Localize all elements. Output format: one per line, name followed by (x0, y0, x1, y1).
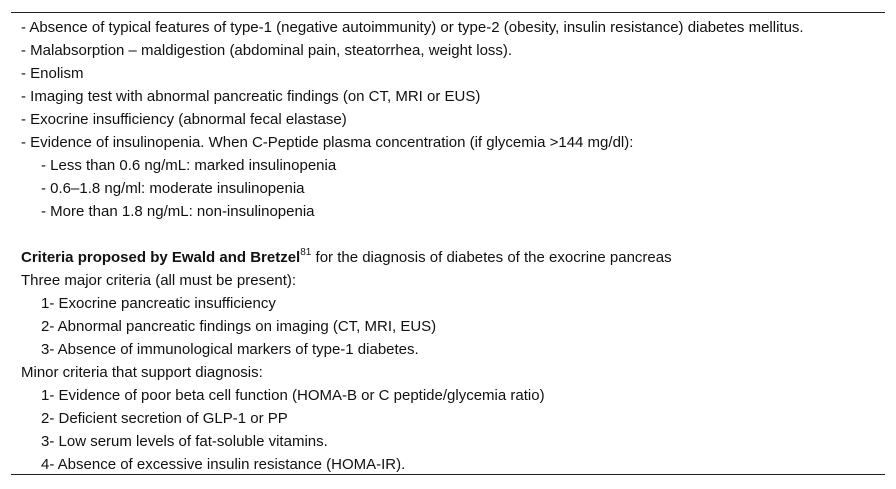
minor-criterion-4: 4- Absence of excessive insulin resistance (HOMA-IR). (41, 456, 406, 473)
criteria-table (11, 12, 885, 475)
criterion-exocrine-insufficiency: - Exocrine insufficiency (abnormal fecal elastase) (21, 111, 347, 128)
spacer (21, 223, 879, 246)
ewald-heading (21, 246, 879, 269)
ewald-heading-rest: for the diagnosis of diabetes of the exocrine pancreas (311, 249, 672, 266)
criterion-malabsorption: - Malabsorption – maldigestion (abdominal pain, steatorrhea, weight loss). (21, 42, 513, 59)
major-criterion-2: 2- Abnormal pancreatic findings on imaging (CT, MRI, EUS) (41, 318, 437, 335)
minor-criteria-intro: Minor criteria that support diagnosis: (21, 364, 263, 381)
insulinopenia-level-marked: - Less than 0.6 ng/mL: marked insulinopenia (41, 157, 337, 174)
criterion-insulinopenia: - Evidence of insulinopenia. When C-Peptide plasma concentration (if glycemia >144 mg/dl): (21, 134, 634, 151)
major-criterion-1: 1- Exocrine pancreatic insufficiency (41, 295, 276, 312)
major-criteria-intro: Three major criteria (all must be present): (21, 272, 297, 289)
criterion-imaging: - Imaging test with abnormal pancreatic findings (on CT, MRI or EUS) (21, 88, 481, 105)
criterion-atypical-features: - Absence of typical features of type-1 (negative autoimmunity) or type-2 (obesity, insulin resistance) diabetes mellitus. (21, 19, 804, 36)
insulinopenia-level-none: - More than 1.8 ng/mL: non-insulinopenia (41, 203, 315, 220)
criteria-table-cell (21, 16, 879, 476)
criterion-enolism: - Enolism (21, 65, 84, 82)
insulinopenia-level-moderate: - 0.6–1.8 ng/ml: moderate insulinopenia (41, 180, 305, 197)
major-criterion-3: 3- Absence of immunological markers of type-1 diabetes. (41, 341, 419, 358)
minor-criterion-2: 2- Deficient secretion of GLP-1 or PP (41, 410, 288, 427)
ewald-reference: 81 (300, 247, 312, 258)
minor-criterion-3: 3- Low serum levels of fat-soluble vitamins. (41, 433, 328, 450)
ewald-heading-bold: Criteria proposed by Ewald and Bretzel (21, 249, 301, 266)
minor-criterion-1: 1- Evidence of poor beta cell function (HOMA-B or C peptide/glycemia ratio) (41, 387, 545, 404)
